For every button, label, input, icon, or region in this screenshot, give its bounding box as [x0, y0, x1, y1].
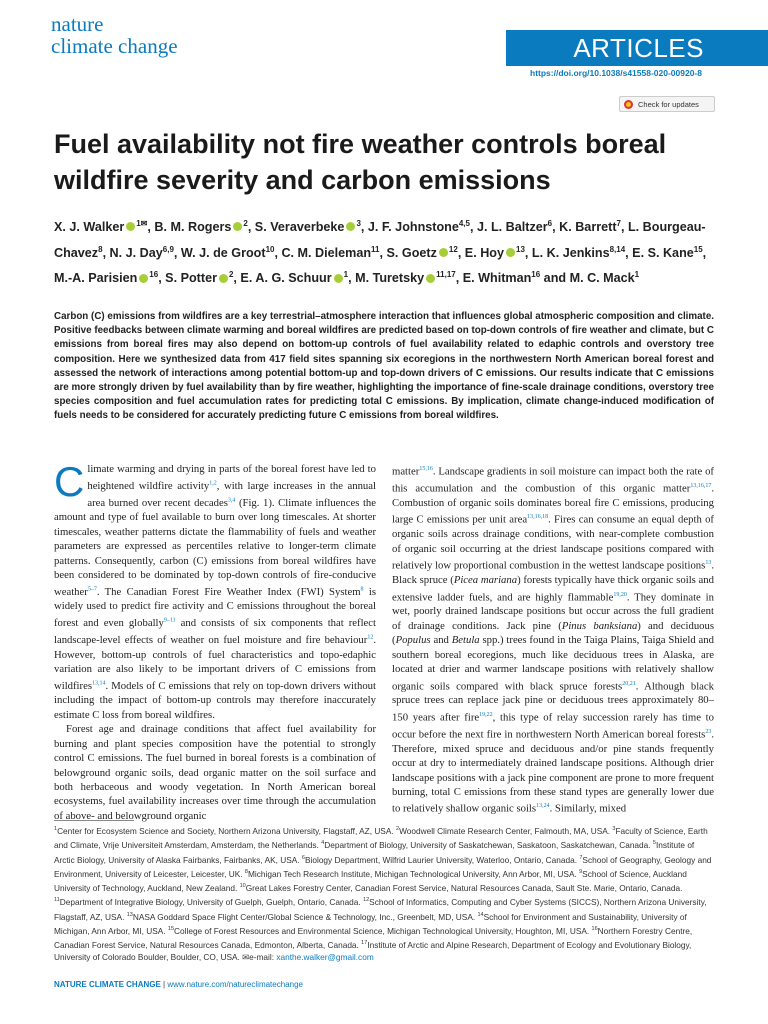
body-paragraph: matter$^{15,16}$. Landscape gradients in soil moisture can impact both the rate of this accumulation and the combustion of this organic matter$^{13,16,17}$. Combustion of organic soils dominates boreal fire C emissions, producing large C emissions per unit area$^{13,16,18}$. Fires can consume an equal depth of organic soils across drainage conditions, with near-complete combustion of organic soil occurring at the driest landscape positions compared with relatively low proportional combustion in the wettest landscape positions$^{13}$. Black spruce (Picea mariana) forests typically have thick organic soils and extensive ladder fuels, and are highly flammable$^{19,20}$. They dominate in wet, poorly drained landscape positions but occur across the full gradient of drainage conditions. Jack pine (Pinus banksiana) and deciduous (Populus and Betula spp.) trees found in the Taiga Plains, Taiga Shield and southern boreal ecoregions, much like deciduous trees in Alaska, are located at drier and warmer landscape positions with relatively shallow organic soils compared with black spruce forests$^{20,21}$. Although black spruce trees can replace jack pine or deciduous trees approximately 80–150 years after fire$^{19,22}$, this type of relay succession rarely has time to occur before the next fire in northwestern North American boreal forests$^{23}$. Therefore, mixed spruce and deciduous and/or pine stands frequently occur at dry to intermediately drained landscape positions. Although drier landscape positions with a jack pine component are prone to more frequent burning, total C emissions from these stand types are generally lower due to relatively shallow organic soils$^{13,24}$. Similarly, mixed [392, 465, 715, 815]
check-updates-label: Check for updates [638, 99, 699, 109]
orcid-icon [334, 274, 343, 283]
affiliations: $^1$Center for Ecosystem Science and Society, Northern Arizona University, Flagstaff, AZ, USA. $^2$Woodwell Climate Research Center, Falmouth, MA, USA. $^3$Faculty of Science, Earth and Climate, Vrije Universiteit Amsterdam, Amsterdam, the Netherlands. $^4$Department of Biology, University of Saskatchewan, Saskatoon, Saskatchewan, Canada. $^5$Institute of Arctic Biology, University of Alaska Fairbanks, Fairbanks, AK, USA. $^6$Biology Department, Wilfrid Laurier University, Waterloo, Ontario, Canada. $^7$School of Geography, Geology and Environment, University of Leicester, Leicester, UK. $^8$Michigan Tech Research Institute, Michigan Technological University, Ann Arbor, MI, USA. $^9$School of Science, Auckland University of Technology, Auckland, New Zealand. $^{10}$Great Lakes Forestry Center, Canadian Forest Service, Natural Resources Canada, Sault Ste. Marie, Ontario, Canada. $^{11}$Department of Integrative Biology, University of Guelph, Guelph, Ontario, Canada. $^{12}$School of Informatics, Computing and Cyber Systems (SICCS), Northern Arizona University, Flagstaff, AZ, USA. $^{13}$NASA Goddard Space Flight Center/Global Science & Technology, Inc., Greenbelt, MD, USA. $^{14}$School for Environment and Sustainability, University of Michigan, Ann Arbor, MI, USA. $^{15}$College of Forest Resources and Environmental Science, Michigan Technological University, Houghton, MI, USA. $^{16}$Northern Forestry Centre, Canadian Forest Service, Natural Resources Canada, Edmonton, Alberta, Canada. $^{17}$Institute of Arctic and Alpine Research, Department of Ecology and Evolutionary Biology, University of Colorado Boulder, Boulder, CO, USA. ✉e-mail: xanthe.walker@gmail.com [54, 825, 712, 963]
body-column-right [392, 462, 714, 816]
check-updates-button[interactable] [619, 96, 715, 112]
orcid-icon [506, 248, 515, 257]
orcid-icon [426, 274, 435, 283]
body-paragraph [54, 458, 376, 722]
footer-separator: | [160, 980, 168, 989]
orcid-icon [233, 222, 242, 231]
orcid-icon [139, 274, 148, 283]
footer-journal-url[interactable]: www.nature.com/natureclimatechange [167, 980, 303, 989]
journal-name-line1: nature [51, 12, 104, 36]
affiliations-divider [54, 820, 134, 821]
author-list: X. J. Walker $^{1✉}$, B. M. Rogers $^2$, S. Veraverbeke $^3$, J. F. Johnstone$^{4,5}$, J. L. Baltzer$^6$, K. Barrett$^7$, L. Bourgeau-Chavez$^8$, N. J. Day$^{6,9}$, W. J. de Groot$^{10}$, C. M. Dieleman$^{11}$, S. Goetz $^{12}$, E. Hoy $^{13}$, L. K. Jenkins$^{8,14}$, E. S. Kane$^{15}$, M.-A. Parisien $^{16}$, S. Potter $^2$, E. A. G. Schuur $^1$, M. Turetsky $^{11,17}$, E. Whitman$^{16}$ and M. C. Mack$^1$ [54, 219, 707, 286]
check-updates-icon [624, 100, 633, 109]
journal-logo[interactable] [51, 14, 178, 57]
body-paragraph-text: limate warming and drying in parts of the boreal forest have led to heightened wildfire activity$^{1,2}$, with large increases in the annual area burned over recent decades$^{3,4}$ (Fig. 1). Climate influences the amount and type of fuel available to burn over long timescales. At shorter timescales, weather patterns dictate the flammability of fuels and weather parameters are expressed as percentiles relative to longer-term climate patterns. Consequently, carbon (C) emissions from boreal wildfires have been considered to be dominated by top-down controls of fire-conducive weather$^{5-7}$. The Canadian Forest Fire Weather Index (FWI) System$^8$ is widely used to predict fire activity and C emissions throughout the boreal forest and even globally$^{9-11}$ and consists of six components that reflect landscape-level effects of weather on fuel moisture and fire behaviour$^{12}$. However, bottom-up controls of fuel characteristics and topo-edaphic variation are also likely to be important drivers of C emissions from wildfires$^{13,14}$. Models of C emissions that rely on top-down drivers without including the impact of bottom-up controls may therefore inaccurately estimate C loss from boreal wildfires. [54, 463, 376, 721]
drop-cap: C [54, 458, 85, 505]
orcid-icon [439, 248, 448, 257]
page-footer [54, 980, 303, 989]
body-paragraph: Forest age and drainage conditions that affect fuel availability for burning and plant species composition have the potential to strongly control C emissions. The fuel burned in boreal forests is a combination of belowground organic soils, dead organic matter on the soil surface and both herbaceous and woody vegetation. In North American boreal ecosystems, fuel availability increases over time through the accumulation of above- and belowground organic [54, 723, 376, 822]
abstract: Carbon (C) emissions from wildfires are a key terrestrial–atmosphere interaction that influences global atmospheric composition and climate. Positive feedbacks between climate warming and boreal wildfires are predicted based on top-down controls of fire weather and climate, but C emissions from boreal fires may also depend on bottom-up controls of fuel availability related to edaphic controls and overstory tree composition. Here we synthesized data from 417 field sites spanning six ecoregions in the northwestern North American boreal forest and assessed the network of interactions among potential bottom-up and top-down drivers of C emissions. Our results indicate that C emissions are more strongly driven by fuel availability than by fire weather, highlighting the importance of fine-scale drainage conditions, overstory tree species composition and fuel accumulation rates for predicting total C emissions. By implication, climate change-induced modification of fuels needs to be considered for accurately predicting future C emissions from boreal wildfires. [54, 311, 714, 422]
orcid-icon [346, 222, 355, 231]
article-type-badge: ARTICLES [506, 30, 768, 66]
orcid-icon [126, 222, 135, 231]
footer-journal-name: NATURE CLIMATE CHANGE [54, 980, 161, 989]
article-title: Fuel availability not fire weather controls boreal wildfire severity and carbon emissions [54, 129, 667, 195]
journal-name-line2: climate change [51, 34, 178, 58]
body-column-left [54, 458, 376, 823]
doi-link[interactable]: https://doi.org/10.1038/s41558-020-00920-8 [530, 68, 702, 78]
orcid-icon [219, 274, 228, 283]
